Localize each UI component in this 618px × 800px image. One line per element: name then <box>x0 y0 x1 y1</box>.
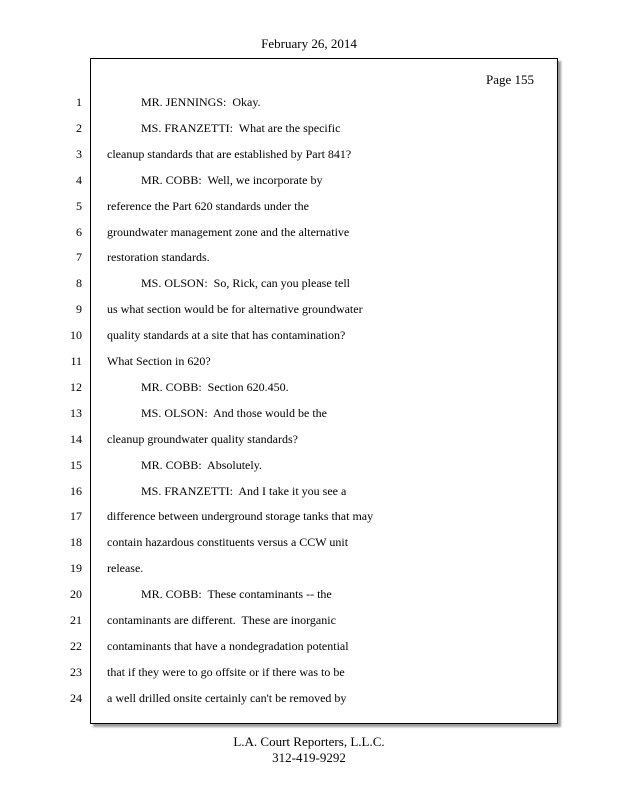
line-text: MR. JENNINGS: Okay. <box>141 95 261 109</box>
line-number: 10 <box>70 328 82 343</box>
line-text: contaminants that have a nondegradation potential <box>107 638 349 653</box>
line-number: 6 <box>76 224 82 239</box>
line-text: MR. COBB: Well, we incorporate by <box>141 172 323 187</box>
line-text: a well drilled onsite certainly can't be removed by <box>107 690 347 705</box>
line-text: groundwater management zone and the alternative <box>107 224 350 239</box>
line-number: 16 <box>70 483 82 498</box>
line-number: 17 <box>70 509 82 524</box>
header-date: February 26, 2014 <box>261 36 357 51</box>
line-number: 18 <box>70 535 82 550</box>
line-text: MS. OLSON: And those would be the <box>141 405 327 420</box>
line-number: 24 <box>70 690 82 705</box>
line-number: 21 <box>70 613 82 627</box>
line-number: 7 <box>76 250 82 265</box>
line-text: release. <box>107 561 144 576</box>
line-number: 4 <box>76 172 82 187</box>
line-number: 20 <box>70 587 82 602</box>
line-text: reference the Part 620 standards under the <box>107 198 309 213</box>
footer-company: L.A. Court Reporters, L.L.C. <box>233 734 385 749</box>
line-number: 1 <box>76 95 82 109</box>
line-number: 22 <box>70 638 82 653</box>
line-text: cleanup standards that are established by Part 841? <box>107 146 352 161</box>
line-number: 5 <box>76 198 82 213</box>
line-text: contain hazardous constituents versus a CCW unit <box>107 535 349 550</box>
line-number: 3 <box>76 146 82 161</box>
line-number: 14 <box>70 431 82 446</box>
line-number: 2 <box>76 120 82 135</box>
line-number: 15 <box>70 457 82 472</box>
line-text: MR. COBB: Absolutely. <box>141 457 262 472</box>
line-number: 9 <box>76 302 82 317</box>
line-number: 13 <box>70 405 82 420</box>
line-number: 23 <box>70 664 82 679</box>
line-text: contaminants are different. These are inorganic <box>107 613 336 627</box>
page-number: Page 155 <box>485 72 534 87</box>
line-text: MR. COBB: These contaminants -- the <box>141 587 332 602</box>
line-text: MR. COBB: Section 620.450. <box>141 379 289 394</box>
footer-phone: 312-419-9292 <box>272 750 346 765</box>
line-text: MS. FRANZETTI: And I take it you see a <box>141 483 347 498</box>
line-number: 11 <box>70 354 82 368</box>
line-text: MS. FRANZETTI: What are the specific <box>141 120 341 135</box>
line-text: What Section in 620? <box>107 354 211 368</box>
line-text: difference between underground storage tanks that may <box>107 509 374 524</box>
line-number: 19 <box>70 561 82 576</box>
line-text: quality standards at a site that has contamination? <box>107 328 346 343</box>
line-number: 8 <box>76 276 82 291</box>
line-text: restoration standards. <box>107 250 210 265</box>
line-number: 12 <box>70 379 82 394</box>
line-text: us what section would be for alternative groundwater <box>107 302 363 317</box>
line-text: MS. OLSON: So, Rick, can you please tell <box>141 276 350 291</box>
line-text: that if they were to go offsite or if there was to be <box>107 664 345 679</box>
line-text: cleanup groundwater quality standards? <box>107 431 298 446</box>
